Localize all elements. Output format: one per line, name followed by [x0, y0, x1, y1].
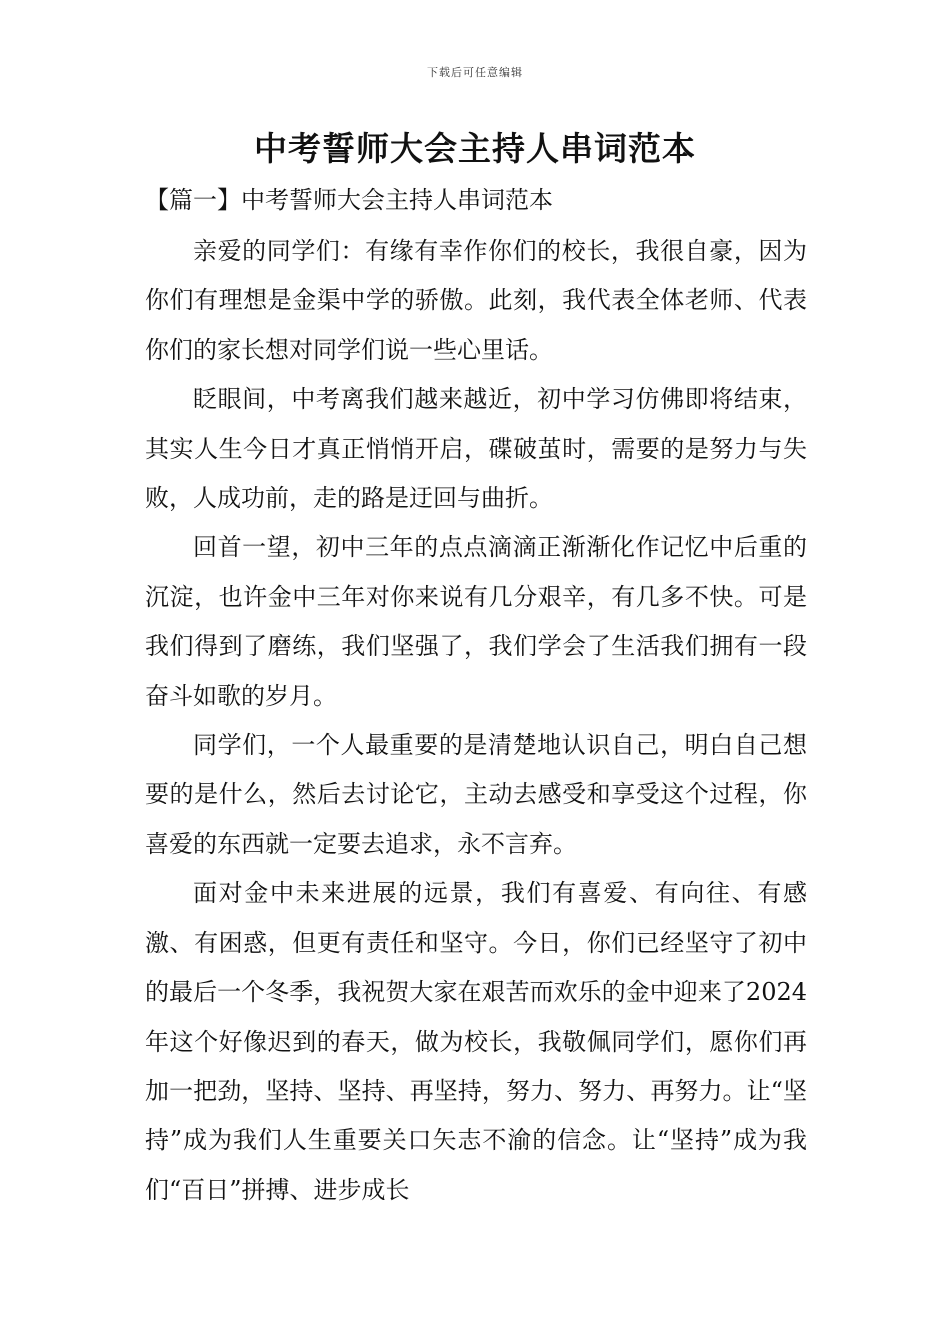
header-note: 下载后可任意编辑 — [427, 66, 523, 79]
body-text — [145, 227, 807, 1215]
paragraph: 同学们，一个人最重要的是清楚地认识自己，明白自己想要的是什么，然后去讨论它，主动去感受和享受这个过程，你喜爱的东西就一定要去追求，永不言弃。 — [145, 731, 807, 858]
section-heading: 【篇一】中考誓师大会主持人串词范本 — [145, 186, 553, 214]
paragraph: 回首一望，初中三年的点点滴滴正渐渐化作记忆中后重的沉淀，也许金中三年对你来说有几分艰辛，有几多不快。可是我们得到了磨练，我们坚强了，我们学会了生活我们拥有一段奋斗如歌的岁月。 — [145, 533, 807, 710]
paragraph: 面对金中未来进展的远景，我们有喜爱、有向往、有感激、有困惑，但更有责任和坚守。今日，你们已经坚守了初中的最后一个冬季，我祝贺大家在艰苦而欢乐的金中迎来了2024年这个好像迟到的春天，做为校长，我敬佩同学们，愿你们再加一把劲，坚持、坚持、再坚持，努力、努力、再努力。让“坚持”成为我们人生重要关口矢志不渝的信念。让“坚持”成为我们“百日”拼搏、进步成长 — [145, 879, 807, 1204]
document-title: 中考誓师大会主持人串词范本 — [254, 129, 696, 168]
paragraph: 亲爱的同学们：有缘有幸作你们的校长，我很自豪，因为你们有理想是金渠中学的骄傲。此刻，我代表全体老师、代表你们的家长想对同学们说一些心里话。 — [145, 237, 807, 364]
paragraph: 眨眼间，中考离我们越来越近，初中学习仿佛即将结束，其实人生今日才真正悄悄开启，碟破茧时，需要的是努力与失败，人成功前，走的路是迂回与曲折。 — [145, 385, 807, 513]
